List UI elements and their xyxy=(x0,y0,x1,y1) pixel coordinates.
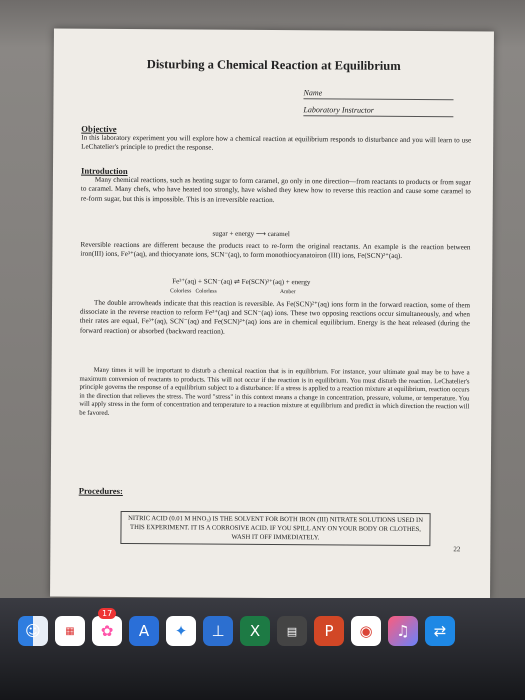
color-label-scn: Colorless xyxy=(195,288,217,295)
nav-icon[interactable]: ⇄ xyxy=(425,616,455,646)
safari-icon[interactable]: ✦ xyxy=(166,616,196,646)
introduction-heading: Introduction xyxy=(80,165,128,176)
objective-text: In this laboratory experiment you will explore how a chemical reaction at equilibrium responds to disturbance and you will learn to use LeChatelier's principle to predict the response. xyxy=(81,133,472,152)
safety-note: NITRIC ACID (0.01 M HNO₃) IS THE SOLVENT FOR BOTH IRON (III) NITRATE SOLUTIONS USED IN THIS EXPERIMENT. IT IS A CORROSIVE ACID. IF YOU SPILL ANY ON YOUR BODY OR CLOTHES, WASH IT OFF IMMEDIATELY. xyxy=(120,511,430,546)
chrome-icon[interactable]: ◉ xyxy=(351,616,381,646)
double-arrow-paragraph: The double arrowheads indicate that this reaction is reversible. As Fe(SCN)²⁺(aq) ions form in the forward reaction, some of them dissociate in the reverse reaction to reform Fe³⁺(aq) and SCN⁻(aq) ions. These two opposing reactions occur simultaneously, and when their rates are equal, Fe³⁺(aq), SCN⁻(aq) and Fe(SCN)²⁺(aq) ions are in chemical equilibrium. Energy is the heat released (during the forward reaction) or absorbed (backward reaction). xyxy=(79,298,471,336)
introduction-section xyxy=(81,167,471,207)
objective-section xyxy=(81,125,471,155)
excel-icon[interactable]: X xyxy=(240,616,270,646)
instructor-label: Laboratory Instructor xyxy=(303,105,374,115)
equation-iron-right: Fe(SCN)²⁺(aq) + energy xyxy=(241,277,311,287)
reversible-paragraph: Reversible reactions are different because the products react to re-form the original reactants. An example is the reaction between iron(III) ions, Fe³⁺(aq), and thiocyanate ions, SCN⁻(aq), to form monothiocyanatoiron (III) ions, Fe(SCN)²⁺(aq). xyxy=(80,240,471,261)
document-page xyxy=(50,28,494,599)
color-labels xyxy=(170,288,295,295)
appstore-icon[interactable]: A xyxy=(129,616,159,646)
objective-heading: Objective xyxy=(81,123,117,134)
calendar-icon[interactable]: ▦ xyxy=(55,616,85,646)
color-label-fescn: Amber xyxy=(280,289,296,296)
equation-sugar xyxy=(213,230,290,239)
right-arrow-icon: ⟶ xyxy=(255,229,266,238)
instructor-field xyxy=(303,105,453,117)
powerpoint-icon[interactable]: P xyxy=(314,616,344,646)
procedures-heading: Procedures: xyxy=(78,485,123,496)
finder-icon[interactable]: ☺ xyxy=(18,616,48,646)
equation-sugar-right: caramel xyxy=(267,229,290,239)
color-label-fe: Colorless xyxy=(170,288,192,295)
equation-iron xyxy=(172,277,310,286)
calculator-icon[interactable]: ▤ xyxy=(277,616,307,646)
name-field xyxy=(304,88,454,100)
dock xyxy=(0,598,525,700)
double-arrow-icon: ⇌ xyxy=(234,277,240,286)
introduction-text: Many chemical reactions, such as heating sugar to form caramel, go only in one direction—from reactants to products or from sugar to caramel. Many chefs, who have heated too strongly, have wished they knew how to reverse this reaction and cause some caramel to re-form sugar, but this is impossible. This is an irreversible reaction. xyxy=(80,175,471,204)
lechatelier-paragraph: Many times it will be important to disturb a chemical reaction that is in equilibrium. For instance, your ultimate goal may be to have a maximum conversion of reactants to products. This will not occur if the reaction is in equilibrium. You must disturb the reaction. LeChatelier's principle governs the response of a equilibrium subject to a disturbance: If a stress is applied to a reaction mixture at equilibrium, reaction occurs in the direction that relieves the stress. The word "stress" in this context means a change in concentration, pressure, volume, or temperature. You will apply stress in the form of concentration and temperature to a reaction mixture at equilibrium and predict in which direction the reaction will be favored. xyxy=(79,366,470,417)
notification-badge: 17 xyxy=(98,608,116,619)
name-label: Name xyxy=(303,88,323,98)
music-icon[interactable]: ♫ xyxy=(388,616,418,646)
keynote-icon[interactable]: ⊥ xyxy=(203,616,233,646)
photos-icon[interactable]: ✿ xyxy=(92,616,122,646)
equation-sugar-left: sugar + energy xyxy=(212,229,255,238)
page-number: 22 xyxy=(453,545,461,554)
procedures-section xyxy=(79,487,469,499)
page-title: Disturbing a Chemical Reaction at Equilibrium xyxy=(146,57,401,73)
dock-bar xyxy=(18,608,507,654)
equation-iron-left: Fe³⁺(aq) + SCN⁻(aq) xyxy=(172,277,233,286)
